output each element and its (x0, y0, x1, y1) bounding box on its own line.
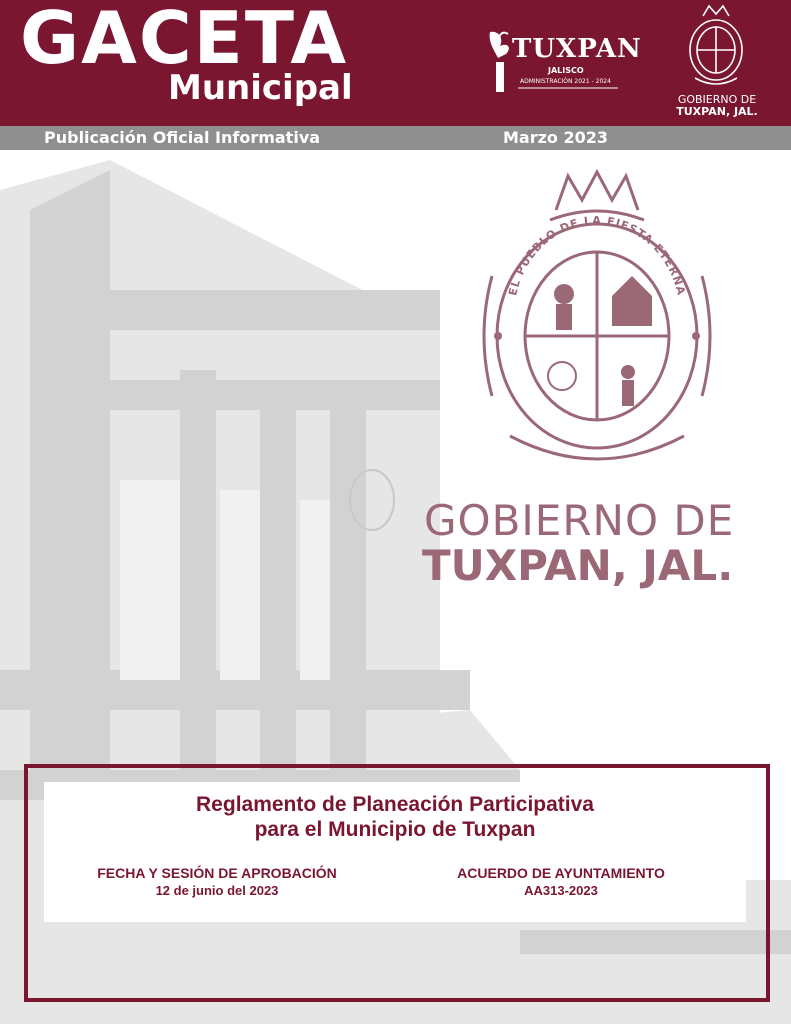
header-government-name (663, 94, 771, 118)
municipal-seal-icon (470, 166, 724, 482)
publication-type: Publicación Oficial Informativa (44, 128, 321, 147)
council-agreement-block (411, 864, 711, 900)
council-agreement-label: ACUERDO DE AYUNTAMIENTO (457, 865, 665, 881)
approval-date-value: 12 de junio del 2023 (155, 883, 279, 898)
brand-name: TUXPAN (512, 34, 642, 64)
government-name-line1: GOBIERNO DE (424, 496, 735, 545)
header-government-line2: TUXPAN, JAL. (676, 105, 758, 118)
header-government-line1: GOBIERNO DE (677, 93, 757, 106)
gazette-subtitle: Municipal (168, 68, 353, 108)
seal-motto: EL PUEBLO DE LA FIESTA ETERNA (506, 214, 688, 298)
approval-date-block (67, 864, 367, 900)
document-title-line1: Reglamento de Planeación Participativa (196, 793, 594, 816)
brand-region: JALISCO (548, 66, 584, 75)
document-title-line2: para el Municipio de Tuxpan (254, 818, 536, 841)
gazette-title: GACETA (20, 0, 349, 80)
issue-date: Marzo 2023 (503, 128, 609, 147)
approval-date-label: FECHA Y SESIÓN DE APROBACIÓN (97, 865, 337, 881)
government-name-line2: TUXPAN, JAL. (422, 541, 734, 590)
brand-admin-years: ADMINISTRACIÓN 2021 - 2024 (520, 78, 611, 85)
document-title (44, 792, 746, 842)
council-agreement-value: AA313-2023 (524, 883, 598, 898)
small-seal-icon (683, 4, 749, 88)
